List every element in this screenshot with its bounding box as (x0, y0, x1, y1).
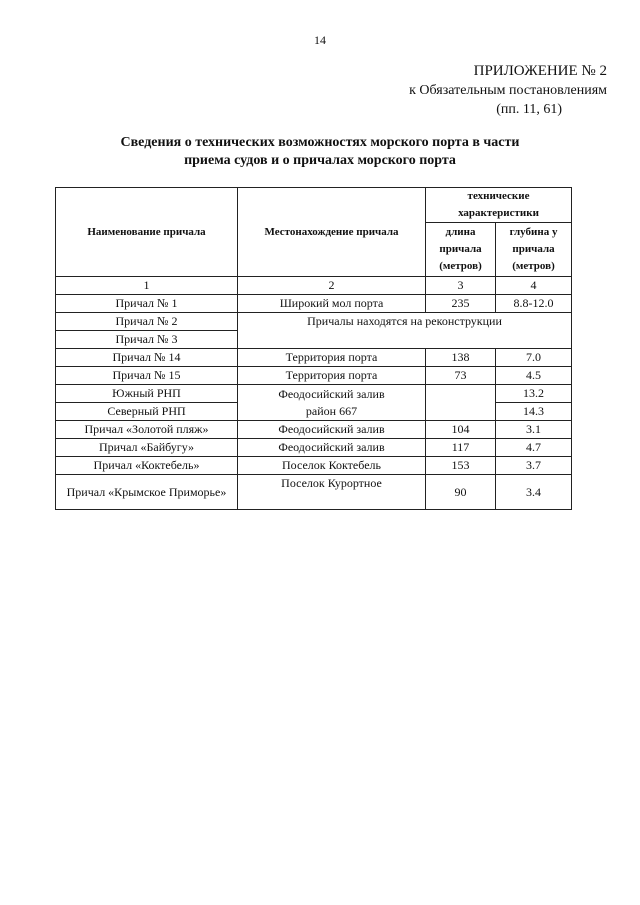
berth-depth: 8.8-12.0 (496, 295, 572, 313)
column-number: 4 (496, 277, 572, 295)
appendix-reference: (пп. 11, 61) (496, 102, 562, 117)
column-number: 2 (238, 277, 426, 295)
table-row (56, 457, 572, 475)
reconstruction-note: Причалы находятся на реконструкции (238, 313, 572, 349)
table-row (56, 367, 572, 385)
berth-name: Причал № 1 (56, 295, 238, 313)
header-location: Местонахождение причала (238, 188, 426, 277)
berth-location-line2: район 667 (305, 403, 358, 418)
berth-location: Поселок Курортное (238, 475, 426, 510)
berth-name: Причал № 15 (56, 367, 238, 385)
berth-location: Феодосийский залив (238, 421, 426, 439)
berth-length: 153 (426, 457, 496, 475)
berth-name: Южный РНП (56, 385, 238, 403)
document-title (80, 134, 560, 170)
column-number-row (56, 277, 572, 295)
berth-location: Широкий мол порта (238, 295, 426, 313)
appendix-title: ПРИЛОЖЕНИЕ № 2 (473, 63, 607, 79)
table-row (56, 313, 572, 331)
berth-name: Причал «Золотой пляж» (56, 421, 238, 439)
appendix-subtitle: к Обязательным постановлениям (409, 83, 607, 98)
berth-location: Территория порта (238, 367, 426, 385)
berth-depth: 3.7 (496, 457, 572, 475)
appendix-header (409, 62, 607, 119)
berth-depth: 4.5 (496, 367, 572, 385)
page-number: 14 (314, 33, 326, 47)
berth-depth: 14.3 (496, 403, 572, 421)
berth-length: 104 (426, 421, 496, 439)
berth-name: Причал № 3 (56, 331, 238, 349)
berth-location-line1: Феодосийский залив (278, 386, 385, 401)
header-length: длина причала (метров) (426, 223, 496, 277)
berth-length: 138 (426, 349, 496, 367)
table-row (56, 385, 572, 403)
berth-location: Поселок Коктебель (238, 457, 426, 475)
berth-name: Причал № 14 (56, 349, 238, 367)
berth-length: 235 (426, 295, 496, 313)
berth-length: 73 (426, 367, 496, 385)
berth-name: Северный РНП (56, 403, 238, 421)
berth-name: Причал № 2 (56, 313, 238, 331)
berth-length: 90 (426, 475, 496, 510)
table-row (56, 349, 572, 367)
table-row (56, 295, 572, 313)
berth-name: Причал «Коктебель» (56, 457, 238, 475)
berth-depth: 3.4 (496, 475, 572, 510)
berth-depth: 3.1 (496, 421, 572, 439)
berth-name: Причал «Байбугу» (56, 439, 238, 457)
table-row (56, 421, 572, 439)
berth-depth: 13.2 (496, 385, 572, 403)
document-title-line2: приема судов и о причалах морского порта (184, 153, 456, 168)
berth-depth: 7.0 (496, 349, 572, 367)
table-row (56, 439, 572, 457)
header-row-1 (56, 188, 572, 223)
column-number: 3 (426, 277, 496, 295)
berth-depth: 4.7 (496, 439, 572, 457)
column-number: 1 (56, 277, 238, 295)
berth-location (238, 385, 426, 421)
document-title-line1: Сведения о технических возможностях морского порта в части (120, 135, 520, 150)
header-tech: технические характеристики (426, 188, 572, 223)
header-depth: глубина у причала (метров) (496, 223, 572, 277)
berth-length: 117 (426, 439, 496, 457)
berth-location: Феодосийский залив (238, 439, 426, 457)
berth-location: Территория порта (238, 349, 426, 367)
berths-table (55, 187, 572, 510)
berth-name: Причал «Крымское Приморье» (56, 475, 238, 510)
table-row (56, 475, 572, 510)
header-name: Наименование причала (56, 188, 238, 277)
berth-length (426, 385, 496, 421)
